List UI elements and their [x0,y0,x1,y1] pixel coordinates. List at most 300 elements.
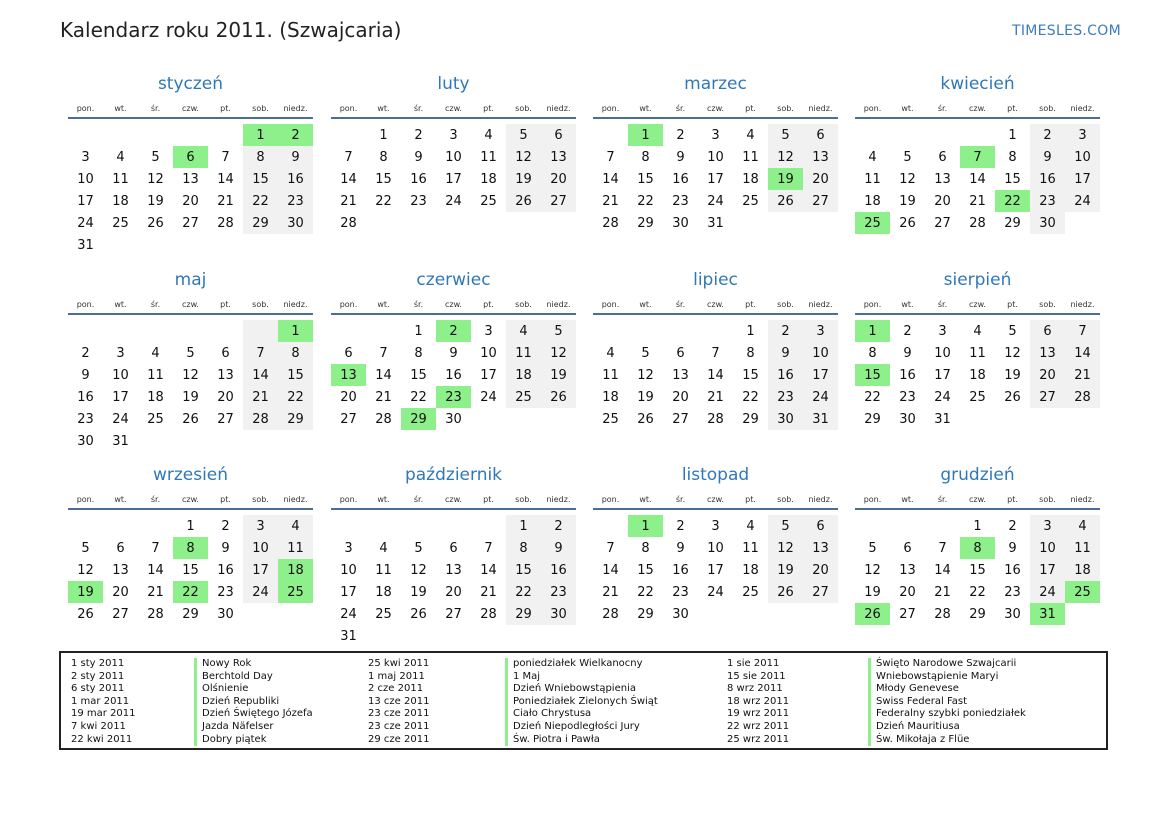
day-cell[interactable]: 28 [969,215,986,231]
day-cell[interactable]: 18 [112,193,129,209]
day-cell[interactable]: 3 [484,323,493,339]
day-cell[interactable]: 19 [1004,367,1021,383]
day-cell[interactable]: 9 [81,367,90,383]
day-cell[interactable]: 30 [217,606,234,622]
day-cell[interactable]: 26 [899,215,916,231]
day-cell[interactable]: 23 [672,193,689,209]
day-cell[interactable]: 10 [243,537,278,559]
day-cell[interactable]: 25 [855,212,890,234]
day-cell[interactable]: 25 [278,581,313,603]
day-cell[interactable]: 28 [340,215,357,231]
day-cell[interactable]: 21 [147,584,164,600]
day-cell[interactable]: 25 [480,193,497,209]
day-cell[interactable]: 1 [186,518,195,534]
day-cell[interactable]: 12 [864,562,881,578]
day-cell[interactable]: 12 [541,342,576,364]
day-cell[interactable]: 2 [414,127,423,143]
day-cell[interactable]: 29 [182,606,199,622]
day-cell[interactable]: 22 [243,190,278,212]
day-cell[interactable]: 27 [541,190,576,212]
day-cell[interactable]: 23 [436,386,471,408]
day-cell[interactable]: 4 [151,345,160,361]
day-cell[interactable]: 16 [768,364,803,386]
day-cell[interactable]: 18 [742,171,759,187]
day-cell[interactable]: 30 [445,411,462,427]
day-cell[interactable]: 24 [707,584,724,600]
day-cell[interactable]: 24 [1030,581,1065,603]
day-cell[interactable]: 1 [414,323,423,339]
day-cell[interactable]: 26 [182,411,199,427]
day-cell[interactable]: 31 [340,628,357,644]
day-cell[interactable]: 20 [182,193,199,209]
day-cell[interactable]: 27 [1030,386,1065,408]
day-cell[interactable]: 5 [768,515,803,537]
day-cell[interactable]: 9 [1030,146,1065,168]
day-cell[interactable]: 27 [182,215,199,231]
day-cell[interactable]: 13 [331,364,366,386]
day-cell[interactable]: 7 [151,540,160,556]
day-cell[interactable]: 19 [147,193,164,209]
day-cell[interactable]: 2 [81,345,90,361]
day-cell[interactable]: 29 [506,603,541,625]
day-cell[interactable]: 4 [606,345,615,361]
day-cell[interactable]: 11 [1065,537,1100,559]
day-cell[interactable]: 7 [606,540,615,556]
day-cell[interactable]: 12 [768,537,803,559]
day-cell[interactable]: 21 [480,584,497,600]
day-cell[interactable]: 23 [541,581,576,603]
day-cell[interactable]: 15 [637,562,654,578]
day-cell[interactable]: 1 [628,515,663,537]
day-cell[interactable]: 7 [379,345,388,361]
day-cell[interactable]: 3 [344,540,353,556]
day-cell[interactable]: 15 [375,171,392,187]
day-cell[interactable]: 8 [278,342,313,364]
day-cell[interactable]: 8 [1008,149,1017,165]
day-cell[interactable]: 15 [742,367,759,383]
day-cell[interactable]: 1 [746,323,755,339]
day-cell[interactable]: 3 [711,518,720,534]
day-cell[interactable]: 9 [676,149,685,165]
day-cell[interactable]: 10 [340,562,357,578]
day-cell[interactable]: 26 [506,190,541,212]
day-cell[interactable]: 6 [116,540,125,556]
day-cell[interactable]: 22 [410,389,427,405]
day-cell[interactable]: 2 [676,127,685,143]
day-cell[interactable]: 19 [899,193,916,209]
day-cell[interactable]: 31 [707,215,724,231]
day-cell[interactable]: 23 [410,193,427,209]
day-cell[interactable]: 16 [217,562,234,578]
day-cell[interactable]: 20 [541,168,576,190]
day-cell[interactable]: 3 [1065,124,1100,146]
day-cell[interactable]: 31 [77,237,94,253]
day-cell[interactable]: 30 [672,215,689,231]
day-cell[interactable]: 6 [344,345,353,361]
day-cell[interactable]: 16 [410,171,427,187]
day-cell[interactable]: 17 [243,559,278,581]
day-cell[interactable]: 6 [221,345,230,361]
day-cell[interactable]: 1 [278,320,313,342]
day-cell[interactable]: 4 [484,127,493,143]
day-cell[interactable]: 11 [480,149,497,165]
day-cell[interactable]: 14 [340,171,357,187]
day-cell[interactable]: 28 [602,606,619,622]
day-cell[interactable]: 25 [742,193,759,209]
day-cell[interactable]: 7 [711,345,720,361]
day-cell[interactable]: 20 [217,389,234,405]
day-cell[interactable]: 8 [173,537,208,559]
day-cell[interactable]: 29 [637,215,654,231]
day-cell[interactable]: 14 [969,171,986,187]
day-cell[interactable]: 24 [934,389,951,405]
day-cell[interactable]: 25 [112,215,129,231]
day-cell[interactable]: 10 [480,345,497,361]
day-cell[interactable]: 11 [147,367,164,383]
day-cell[interactable]: 18 [480,171,497,187]
day-cell[interactable]: 2 [1008,518,1017,534]
day-cell[interactable]: 8 [960,537,995,559]
day-cell[interactable]: 30 [672,606,689,622]
day-cell[interactable]: 14 [243,364,278,386]
day-cell[interactable]: 4 [746,127,755,143]
day-cell[interactable]: 17 [934,367,951,383]
day-cell[interactable]: 2 [768,320,803,342]
day-cell[interactable]: 24 [445,193,462,209]
day-cell[interactable]: 23 [672,584,689,600]
day-cell[interactable]: 15 [637,171,654,187]
day-cell[interactable]: 12 [77,562,94,578]
day-cell[interactable]: 7 [938,540,947,556]
day-cell[interactable]: 9 [1008,540,1017,556]
day-cell[interactable]: 5 [1008,323,1017,339]
day-cell[interactable]: 20 [934,193,951,209]
day-cell[interactable]: 21 [1065,364,1100,386]
day-cell[interactable]: 22 [173,581,208,603]
day-cell[interactable]: 10 [112,367,129,383]
day-cell[interactable]: 22 [742,389,759,405]
day-cell[interactable]: 17 [1065,168,1100,190]
day-cell[interactable]: 13 [182,171,199,187]
day-cell[interactable]: 28 [217,215,234,231]
day-cell[interactable]: 18 [1065,559,1100,581]
day-cell[interactable]: 11 [112,171,129,187]
day-cell[interactable]: 12 [410,562,427,578]
day-cell[interactable]: 21 [969,193,986,209]
day-cell[interactable]: 8 [641,149,650,165]
day-cell[interactable]: 20 [672,389,689,405]
day-cell[interactable]: 28 [375,411,392,427]
day-cell[interactable]: 16 [899,367,916,383]
day-cell[interactable]: 15 [410,367,427,383]
brand-link[interactable]: TIMESLES.COM [1012,23,1121,39]
day-cell[interactable]: 21 [340,193,357,209]
day-cell[interactable]: 25 [506,386,541,408]
day-cell[interactable]: 9 [541,537,576,559]
day-cell[interactable]: 22 [637,193,654,209]
day-cell[interactable]: 20 [340,389,357,405]
day-cell[interactable]: 27 [217,411,234,427]
day-cell[interactable]: 22 [995,190,1030,212]
day-cell[interactable]: 26 [410,606,427,622]
day-cell[interactable]: 6 [541,124,576,146]
day-cell[interactable]: 12 [147,171,164,187]
day-cell[interactable]: 13 [803,537,838,559]
day-cell[interactable]: 21 [217,193,234,209]
day-cell[interactable]: 1 [379,127,388,143]
day-cell[interactable]: 13 [899,562,916,578]
day-cell[interactable]: 26 [768,581,803,603]
day-cell[interactable]: 3 [938,323,947,339]
day-cell[interactable]: 11 [742,149,759,165]
day-cell[interactable]: 5 [868,540,877,556]
day-cell[interactable]: 31 [112,433,129,449]
day-cell[interactable]: 29 [1004,215,1021,231]
day-cell[interactable]: 15 [969,562,986,578]
day-cell[interactable]: 19 [768,559,803,581]
day-cell[interactable]: 23 [77,411,94,427]
day-cell[interactable]: 5 [541,320,576,342]
day-cell[interactable]: 31 [803,408,838,430]
day-cell[interactable]: 12 [182,367,199,383]
day-cell[interactable]: 13 [1030,342,1065,364]
day-cell[interactable]: 19 [182,389,199,405]
day-cell[interactable]: 22 [969,584,986,600]
day-cell[interactable]: 7 [221,149,230,165]
day-cell[interactable]: 10 [1065,146,1100,168]
day-cell[interactable]: 3 [1030,515,1065,537]
day-cell[interactable]: 25 [375,606,392,622]
day-cell[interactable]: 4 [506,320,541,342]
day-cell[interactable]: 10 [1030,537,1065,559]
day-cell[interactable]: 18 [742,562,759,578]
day-cell[interactable]: 26 [1004,389,1021,405]
day-cell[interactable]: 10 [803,342,838,364]
day-cell[interactable]: 25 [742,584,759,600]
day-cell[interactable]: 7 [344,149,353,165]
day-cell[interactable]: 16 [672,171,689,187]
day-cell[interactable]: 1 [243,124,278,146]
day-cell[interactable]: 19 [637,389,654,405]
day-cell[interactable]: 25 [602,411,619,427]
day-cell[interactable]: 26 [637,411,654,427]
day-cell[interactable]: 31 [934,411,951,427]
day-cell[interactable]: 27 [803,190,838,212]
day-cell[interactable]: 21 [602,193,619,209]
day-cell[interactable]: 19 [410,584,427,600]
day-cell[interactable]: 10 [707,149,724,165]
day-cell[interactable]: 16 [541,559,576,581]
day-cell[interactable]: 27 [112,606,129,622]
day-cell[interactable]: 5 [903,149,912,165]
day-cell[interactable]: 28 [1065,386,1100,408]
day-cell[interactable]: 8 [868,345,877,361]
day-cell[interactable]: 29 [969,606,986,622]
day-cell[interactable]: 30 [899,411,916,427]
day-cell[interactable]: 29 [864,411,881,427]
day-cell[interactable]: 7 [1065,320,1100,342]
day-cell[interactable]: 3 [243,515,278,537]
day-cell[interactable]: 24 [803,386,838,408]
day-cell[interactable]: 27 [445,606,462,622]
day-cell[interactable]: 17 [1030,559,1065,581]
day-cell[interactable]: 24 [112,411,129,427]
day-cell[interactable]: 27 [934,215,951,231]
day-cell[interactable]: 6 [676,345,685,361]
day-cell[interactable]: 23 [217,584,234,600]
day-cell[interactable]: 17 [445,171,462,187]
day-cell[interactable]: 16 [1030,168,1065,190]
day-cell[interactable]: 30 [1004,606,1021,622]
day-cell[interactable]: 26 [855,603,890,625]
day-cell[interactable]: 14 [375,367,392,383]
day-cell[interactable]: 20 [803,559,838,581]
day-cell[interactable]: 20 [899,584,916,600]
day-cell[interactable]: 28 [602,215,619,231]
day-cell[interactable]: 28 [243,408,278,430]
day-cell[interactable]: 20 [445,584,462,600]
day-cell[interactable]: 27 [340,411,357,427]
day-cell[interactable]: 15 [182,562,199,578]
day-cell[interactable]: 27 [899,606,916,622]
day-cell[interactable]: 15 [855,364,890,386]
day-cell[interactable]: 13 [112,562,129,578]
day-cell[interactable]: 1 [506,515,541,537]
day-cell[interactable]: 14 [1065,342,1100,364]
day-cell[interactable]: 2 [676,518,685,534]
day-cell[interactable]: 2 [436,320,471,342]
day-cell[interactable]: 17 [340,584,357,600]
day-cell[interactable]: 10 [707,540,724,556]
day-cell[interactable]: 4 [379,540,388,556]
day-cell[interactable]: 24 [480,389,497,405]
day-cell[interactable]: 17 [707,562,724,578]
day-cell[interactable]: 29 [243,212,278,234]
day-cell[interactable]: 9 [676,540,685,556]
day-cell[interactable]: 17 [77,193,94,209]
day-cell[interactable]: 5 [506,124,541,146]
day-cell[interactable]: 23 [1004,584,1021,600]
day-cell[interactable]: 11 [742,540,759,556]
day-cell[interactable]: 22 [375,193,392,209]
day-cell[interactable]: 29 [401,408,436,430]
day-cell[interactable]: 29 [278,408,313,430]
day-cell[interactable]: 9 [903,345,912,361]
day-cell[interactable]: 23 [278,190,313,212]
day-cell[interactable]: 10 [445,149,462,165]
day-cell[interactable]: 1 [973,518,982,534]
day-cell[interactable]: 1 [628,124,663,146]
day-cell[interactable]: 30 [77,433,94,449]
day-cell[interactable]: 27 [672,411,689,427]
day-cell[interactable]: 28 [934,606,951,622]
day-cell[interactable]: 14 [217,171,234,187]
day-cell[interactable]: 24 [340,606,357,622]
day-cell[interactable]: 18 [375,584,392,600]
day-cell[interactable]: 18 [506,364,541,386]
day-cell[interactable]: 1 [855,320,890,342]
day-cell[interactable]: 7 [484,540,493,556]
day-cell[interactable]: 13 [541,146,576,168]
day-cell[interactable]: 19 [541,364,576,386]
day-cell[interactable]: 2 [1030,124,1065,146]
day-cell[interactable]: 4 [1065,515,1100,537]
day-cell[interactable]: 14 [147,562,164,578]
day-cell[interactable]: 16 [445,367,462,383]
day-cell[interactable]: 27 [803,581,838,603]
day-cell[interactable]: 13 [445,562,462,578]
day-cell[interactable]: 11 [602,367,619,383]
day-cell[interactable]: 16 [77,389,94,405]
day-cell[interactable]: 21 [375,389,392,405]
day-cell[interactable]: 6 [449,540,458,556]
day-cell[interactable]: 12 [768,146,803,168]
day-cell[interactable]: 19 [768,168,803,190]
day-cell[interactable]: 2 [541,515,576,537]
day-cell[interactable]: 8 [243,146,278,168]
day-cell[interactable]: 21 [602,584,619,600]
day-cell[interactable]: 17 [707,171,724,187]
day-cell[interactable]: 25 [1065,581,1100,603]
day-cell[interactable]: 16 [278,168,313,190]
day-cell[interactable]: 28 [707,411,724,427]
day-cell[interactable]: 3 [449,127,458,143]
day-cell[interactable]: 6 [803,124,838,146]
day-cell[interactable]: 5 [768,124,803,146]
day-cell[interactable]: 21 [707,389,724,405]
day-cell[interactable]: 29 [742,411,759,427]
day-cell[interactable]: 13 [934,171,951,187]
day-cell[interactable]: 17 [480,367,497,383]
day-cell[interactable]: 28 [147,606,164,622]
day-cell[interactable]: 10 [934,345,951,361]
day-cell[interactable]: 22 [506,581,541,603]
day-cell[interactable]: 20 [112,584,129,600]
day-cell[interactable]: 30 [768,408,803,430]
day-cell[interactable]: 20 [1030,364,1065,386]
day-cell[interactable]: 8 [641,540,650,556]
day-cell[interactable]: 3 [803,320,838,342]
day-cell[interactable]: 4 [973,323,982,339]
day-cell[interactable]: 14 [602,171,619,187]
day-cell[interactable]: 17 [112,389,129,405]
day-cell[interactable]: 23 [768,386,803,408]
day-cell[interactable]: 24 [77,215,94,231]
day-cell[interactable]: 30 [278,212,313,234]
day-cell[interactable]: 17 [803,364,838,386]
day-cell[interactable]: 5 [186,345,195,361]
day-cell[interactable]: 18 [147,389,164,405]
day-cell[interactable]: 2 [903,323,912,339]
day-cell[interactable]: 5 [641,345,650,361]
day-cell[interactable]: 15 [243,168,278,190]
day-cell[interactable]: 9 [221,540,230,556]
day-cell[interactable]: 14 [480,562,497,578]
day-cell[interactable]: 5 [81,540,90,556]
day-cell[interactable]: 12 [637,367,654,383]
day-cell[interactable]: 12 [899,171,916,187]
day-cell[interactable]: 19 [68,581,103,603]
day-cell[interactable]: 19 [864,584,881,600]
day-cell[interactable]: 7 [243,342,278,364]
day-cell[interactable]: 30 [1030,212,1065,234]
day-cell[interactable]: 11 [864,171,881,187]
day-cell[interactable]: 23 [1030,190,1065,212]
day-cell[interactable]: 14 [934,562,951,578]
day-cell[interactable]: 8 [506,537,541,559]
day-cell[interactable]: 2 [278,124,313,146]
day-cell[interactable]: 6 [938,149,947,165]
